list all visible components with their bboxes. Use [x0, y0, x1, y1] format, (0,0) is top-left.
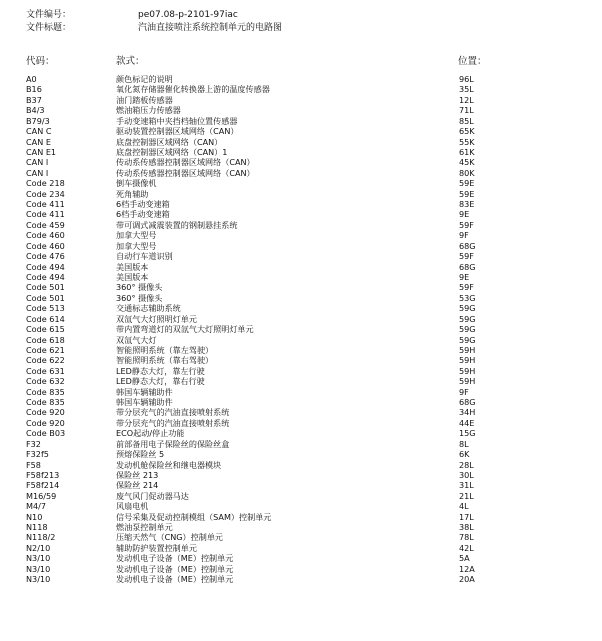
item-title: 带内置弯道灯的双氙气大灯照明灯单元 [116, 324, 254, 335]
list-item [0, 553, 602, 563]
item-position: 12A [459, 563, 475, 574]
item-position: 59E [459, 188, 475, 199]
item-title: 前部备用电子保险丝的保险丝盒 [116, 438, 230, 449]
item-code: B16 [26, 84, 42, 95]
item-code: Code 501 [26, 292, 65, 303]
item-position: 35L [459, 84, 474, 95]
item-code: B4/3 [26, 105, 45, 116]
item-position: 83E [459, 199, 475, 210]
item-code: Code 494 [26, 261, 65, 272]
item-position: 9E [459, 209, 470, 220]
item-code: Code 631 [26, 365, 65, 376]
item-code: Code 460 [26, 240, 65, 251]
file-number-label: 文件编号： [26, 10, 72, 20]
list-item [0, 449, 602, 459]
item-title: 燃油泵控制单元 [116, 522, 173, 533]
list-item [0, 512, 602, 522]
item-title: 智能照明系统（靠左驾驶） [116, 344, 214, 355]
item-title: 发动机电子设备（ME）控制单元 [116, 563, 234, 574]
item-code: CAN C [26, 126, 52, 137]
list-item [0, 501, 602, 511]
item-title: 辅助防护装置控制单元 [116, 542, 197, 553]
item-title: 风扇电机 [116, 501, 149, 512]
item-position: 59G [459, 313, 476, 324]
list-item [0, 564, 602, 574]
item-title: 智能照明系统（靠右驾驶） [116, 355, 214, 366]
list-item [0, 366, 602, 376]
item-title: 双氙气大灯照明灯单元 [116, 313, 197, 324]
column-header-title: 款式： [116, 56, 145, 67]
item-title: 颜色标记的说明 [116, 74, 173, 84]
item-code: Code 411 [26, 199, 65, 210]
list-item [0, 137, 602, 147]
item-code: Code 459 [26, 219, 65, 230]
item-position: 59H [459, 355, 476, 366]
item-title: 6档手动变速箱 [116, 199, 170, 210]
item-code: N3/10 [26, 563, 51, 574]
list-item [0, 439, 602, 449]
list-item [0, 282, 602, 292]
item-code: Code 513 [26, 303, 65, 314]
item-title: 交通标志辅助系统 [116, 303, 181, 314]
list-item [0, 345, 602, 355]
item-title: 发动机电子设备（ME）控制单元 [116, 574, 234, 585]
item-title: 燃油箱压力传感器 [116, 105, 181, 116]
item-position: 45K [459, 157, 475, 168]
list-item [0, 470, 602, 480]
list-item [0, 397, 602, 407]
item-position: 71L [459, 105, 474, 116]
item-position: 59H [459, 365, 476, 376]
item-title: 加拿大型号 [116, 240, 157, 251]
item-position: 30L [459, 469, 474, 480]
item-position: 61K [459, 146, 475, 157]
item-position: 9F [459, 230, 469, 241]
item-position: 44E [459, 417, 475, 428]
list-item [0, 220, 602, 230]
item-code: Code 615 [26, 324, 65, 335]
list-item [0, 74, 602, 84]
item-code: N118 [26, 522, 48, 533]
item-position: 20A [459, 574, 475, 585]
item-position: 80K [459, 167, 475, 178]
item-position: 65K [459, 126, 475, 137]
item-position: 59H [459, 344, 476, 355]
column-header-position: 位置： [458, 56, 487, 67]
item-code: N3/10 [26, 553, 51, 564]
item-position: 6K [459, 449, 470, 460]
item-position: 59F [459, 219, 474, 230]
list-item [0, 460, 602, 470]
list-item [0, 324, 602, 334]
list-item [0, 147, 602, 157]
item-title: 带分层充气的汽油直接喷射系统 [116, 417, 230, 428]
item-code: F58 [26, 459, 41, 470]
item-title: 韩国车辆辅助件 [116, 386, 173, 397]
item-position: 68G [459, 261, 476, 272]
item-title: 保险丝 213 [116, 469, 159, 480]
item-code: Code 501 [26, 282, 65, 293]
item-title: LED静态大灯，靠右行驶 [116, 376, 205, 387]
item-title: 预熔保险丝 5 [116, 449, 165, 460]
item-title: 氧化氮存储器催化转换器上游的温度传感器 [116, 84, 270, 95]
item-position: 28L [459, 459, 474, 470]
list-item [0, 116, 602, 126]
item-title: 韩国车辆辅助件 [116, 397, 173, 408]
item-code: Code 632 [26, 376, 65, 387]
item-code: Code 460 [26, 230, 65, 241]
item-position: 5A [459, 553, 470, 564]
item-position: 8L [459, 438, 469, 449]
item-code: Code 476 [26, 251, 65, 262]
list-item [0, 428, 602, 438]
item-position: 17L [459, 511, 474, 522]
item-code: Code B03 [26, 428, 66, 439]
item-title: ECO起动/停止功能 [116, 428, 185, 439]
item-code: F58f213 [26, 469, 60, 480]
item-code: N10 [26, 511, 43, 522]
item-code: N3/10 [26, 574, 51, 585]
item-position: 68G [459, 240, 476, 251]
item-position: 38L [459, 522, 474, 533]
item-title: 压缩天然气（CNG）控制单元 [116, 532, 224, 543]
item-code: Code 218 [26, 178, 65, 189]
item-code: A0 [26, 74, 37, 84]
item-title: 底盘控制器区域网络（CAN）1 [116, 146, 228, 157]
list-item [0, 168, 602, 178]
item-code: Code 622 [26, 355, 65, 366]
file-title-value: 汽油直接喷注系统控制单元的电路图 [138, 23, 283, 33]
item-position: 59F [459, 282, 474, 293]
item-code: Code 835 [26, 397, 65, 408]
item-position: 59E [459, 178, 475, 189]
item-position: 59G [459, 324, 476, 335]
list-item [0, 480, 602, 490]
item-position: 15G [459, 428, 476, 439]
list-item [0, 387, 602, 397]
item-title: 死角辅助 [116, 188, 149, 199]
item-code: Code 614 [26, 313, 65, 324]
item-code: B79/3 [26, 115, 50, 126]
item-title: 加拿大型号 [116, 230, 157, 241]
list-item [0, 126, 602, 136]
item-title: 油门踏板传感器 [116, 94, 173, 105]
item-code: M16/59 [26, 490, 57, 501]
item-position: 78L [459, 532, 474, 543]
item-position: 59H [459, 376, 476, 387]
item-code: CAN E1 [26, 146, 57, 157]
list-item [0, 230, 602, 240]
item-position: 9E [459, 271, 470, 282]
item-position: 59G [459, 334, 476, 345]
list-item [0, 407, 602, 417]
list-item [0, 84, 602, 94]
list-item [0, 241, 602, 251]
item-position: 31L [459, 480, 474, 491]
item-code: Code 835 [26, 386, 65, 397]
list-item [0, 178, 602, 188]
column-header-code: 代码： [26, 56, 55, 67]
item-title: 传动系传感器控制器区域网络（CAN） [116, 157, 255, 168]
item-position: 68G [459, 397, 476, 408]
item-title: 废气风门促动器马达 [116, 490, 189, 501]
list-item [0, 522, 602, 532]
item-code: B37 [26, 94, 42, 105]
list-item [0, 262, 602, 272]
list-item [0, 314, 602, 324]
list-item [0, 95, 602, 105]
item-code: N118/2 [26, 532, 56, 543]
item-position: 55K [459, 136, 475, 147]
item-position: 59F [459, 251, 474, 262]
item-title: 6档手动变速箱 [116, 209, 170, 220]
item-code: CAN I [26, 157, 49, 168]
item-position: 34H [459, 407, 476, 418]
item-title: 360° 摄像头 [116, 292, 163, 303]
item-title: 带可调式减震装置的钢制悬挂系统 [116, 219, 238, 230]
item-title: 自动行车道识别 [116, 251, 173, 262]
item-code: M4/7 [26, 501, 47, 512]
item-position: 96L [459, 74, 474, 84]
list-item [0, 543, 602, 553]
item-code: Code 234 [26, 188, 65, 199]
item-code: Code 621 [26, 344, 65, 355]
item-code: Code 920 [26, 407, 65, 418]
item-title: 手动变速箱中夹挡档轴位置传感器 [116, 115, 238, 126]
item-code: Code 618 [26, 334, 65, 345]
item-title: 美国版本 [116, 271, 149, 282]
list-item [0, 105, 602, 115]
item-code: Code 494 [26, 271, 65, 282]
item-title: 保险丝 214 [116, 480, 159, 491]
item-code: F32f5 [26, 449, 49, 460]
item-title: 带分层充气的汽油直接喷射系统 [116, 407, 230, 418]
item-title: 发动机电子设备（ME）控制单元 [116, 553, 234, 564]
item-code: Code 411 [26, 209, 65, 220]
item-title: 倒车摄像机 [116, 178, 157, 189]
item-title: 信号采集及促动控制模组（SAM）控制单元 [116, 511, 272, 522]
list-item [0, 418, 602, 428]
item-title: 双氙气大灯 [116, 334, 157, 345]
list-item [0, 293, 602, 303]
item-title: 360° 摄像头 [116, 282, 163, 293]
item-title: 传动系传感器控制器区域网络（CAN） [116, 167, 255, 178]
item-position: 21L [459, 490, 474, 501]
list-item [0, 376, 602, 386]
item-code: N2/10 [26, 542, 51, 553]
item-title: LED静态大灯，靠左行驶 [116, 365, 205, 376]
list-item [0, 157, 602, 167]
list-item [0, 532, 602, 542]
item-position: 59G [459, 303, 476, 314]
list-item [0, 251, 602, 261]
file-title-label: 文件标题： [26, 23, 72, 33]
item-code: F32 [26, 438, 41, 449]
list-item [0, 272, 602, 282]
item-code: CAN I [26, 167, 49, 178]
list-item [0, 303, 602, 313]
item-title: 驱动装置控制器区域网络（CAN） [116, 126, 239, 137]
list-item [0, 335, 602, 345]
item-position: 42L [459, 542, 474, 553]
list-item [0, 491, 602, 501]
item-code: F58f214 [26, 480, 60, 491]
list-item [0, 199, 602, 209]
item-position: 12L [459, 94, 474, 105]
item-code: CAN E [26, 136, 51, 147]
item-code: Code 920 [26, 417, 65, 428]
item-position: 53G [459, 292, 476, 303]
list-item [0, 574, 602, 584]
list-item [0, 189, 602, 199]
file-number-value: pe07.08-p-2101-97iac [138, 10, 238, 20]
item-title: 底盘控制器区域网络（CAN） [116, 136, 223, 147]
item-position: 4L [459, 501, 469, 512]
item-title: 发动机舱保险丝和继电器模块 [116, 459, 222, 470]
list-item [0, 355, 602, 365]
item-position: 85L [459, 115, 474, 126]
item-position: 9F [459, 386, 469, 397]
list-item [0, 209, 602, 219]
item-title: 美国版本 [116, 261, 149, 272]
